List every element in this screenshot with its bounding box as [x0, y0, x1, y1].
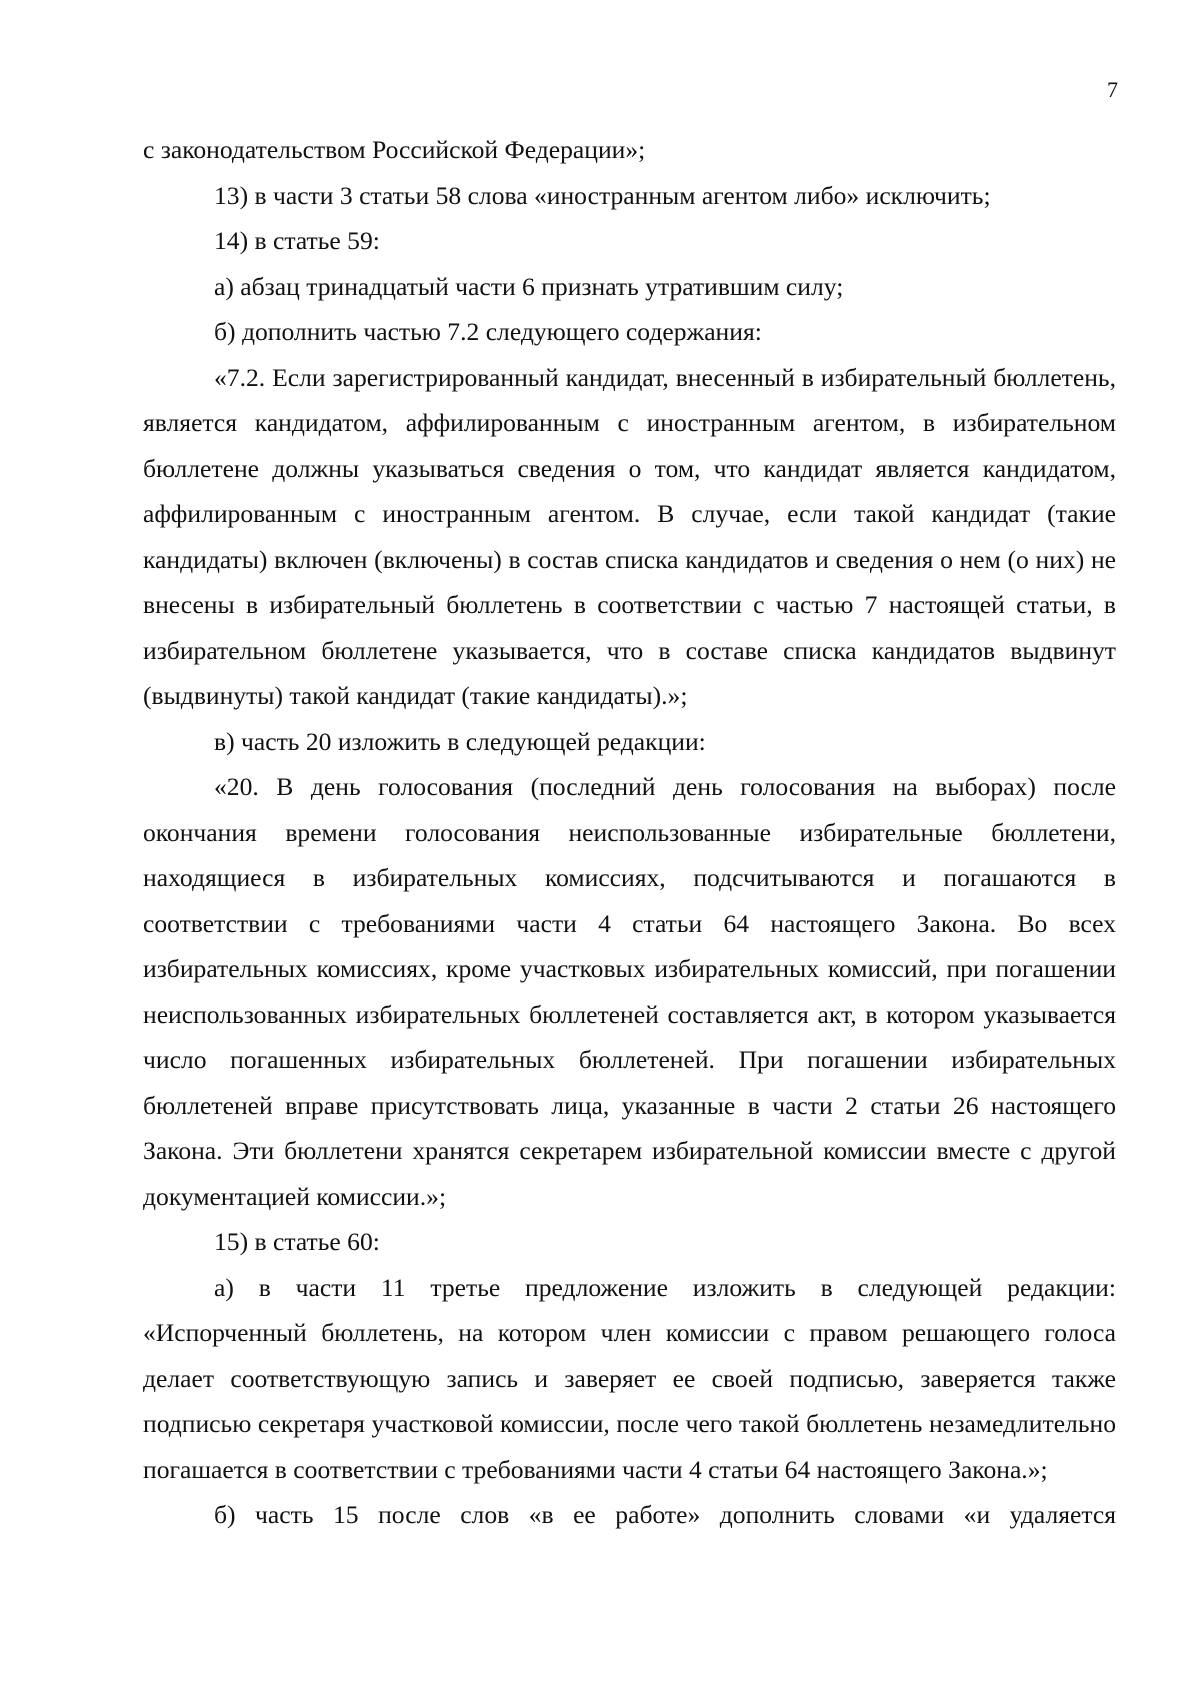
paragraph-item-14v: в) часть 20 изложить в следующей редакции: [214, 726, 706, 756]
paragraph-item-15a: а) в части 11 третье предложение изложить в следующей редакции: «Испорченный бюллетень, на котором член комиссии с правом решающего голоса делает соответствующую запись и заверяет ее своей подписью, заверяется также подписью секретаря участковой комиссии, после чего такой бюллетень незамедлительно погашается в соответствии с требованиями части 4 статьи 64 настоящего Закона.»; [143, 1272, 1116, 1484]
page-number: 7 [1107, 77, 1118, 102]
paragraph-item-14b: б) дополнить частью 7.2 следующего содержания: [214, 317, 762, 346]
paragraph-continuation: с законодательством Российской Федерации»; [143, 135, 646, 164]
paragraph-item-15b: б) часть 15 после слов «в ее работе» дополнить словами «и удаляется [214, 1500, 1116, 1529]
paragraph-item-13: 13) в части 3 статьи 58 слова «иностранным агентом либо» исключить; [214, 180, 991, 210]
paragraph-quote-7-2: «7.2. Если зарегистрированный кандидат, внесенный в избирательный бюллетень, является кандидатом, аффилированным с иностранным агентом, в избирательном бюллетене должны указываться сведения о том, что кандидат является кандидатом, аффилированным с иностранным агентом. В случае, если такой кандидат (такие кандидаты) включен (включены) в состав списка кандидатов и сведения о нем (о них) не внесены в избирательный бюллетень в соответствии с частью 7 настоящей статьи, в избирательном бюллетене указывается, что в составе списка кандидатов выдвинут (выдвинуты) такой кандидат (такие кандидаты).»; [143, 362, 1116, 710]
paragraph-item-14: 14) в статье 59: [214, 226, 380, 255]
paragraph-item-14a: а) абзац тринадцатый части 6 признать утратившим силу; [214, 271, 844, 301]
paragraph-item-15: 15) в статье 60: [214, 1227, 380, 1256]
paragraph-quote-20: «20. В день голосования (последний день голосования на выборах) после окончания времени голосования неиспользованные избирательные бюллетени, находящиеся в избирательных комиссиях, подсчитываются и погашаются в соответствии с требованиями части 4 статьи 64 настоящего Закона. Во всех избирательных комиссиях, кроме участковых избирательных комиссий, при погашении неиспользованных избирательных бюллетеней составляется акт, в котором указывается число погашенных избирательных бюллетеней. При погашении избирательных бюллетеней вправе присутствовать лица, указанные в части 2 статьи 26 настоящего Закона. Эти бюллетени хранятся секретарем избирательной комиссии вместе с другой документацией комиссии.»; [143, 772, 1116, 1211]
document-body [143, 127, 1116, 1538]
